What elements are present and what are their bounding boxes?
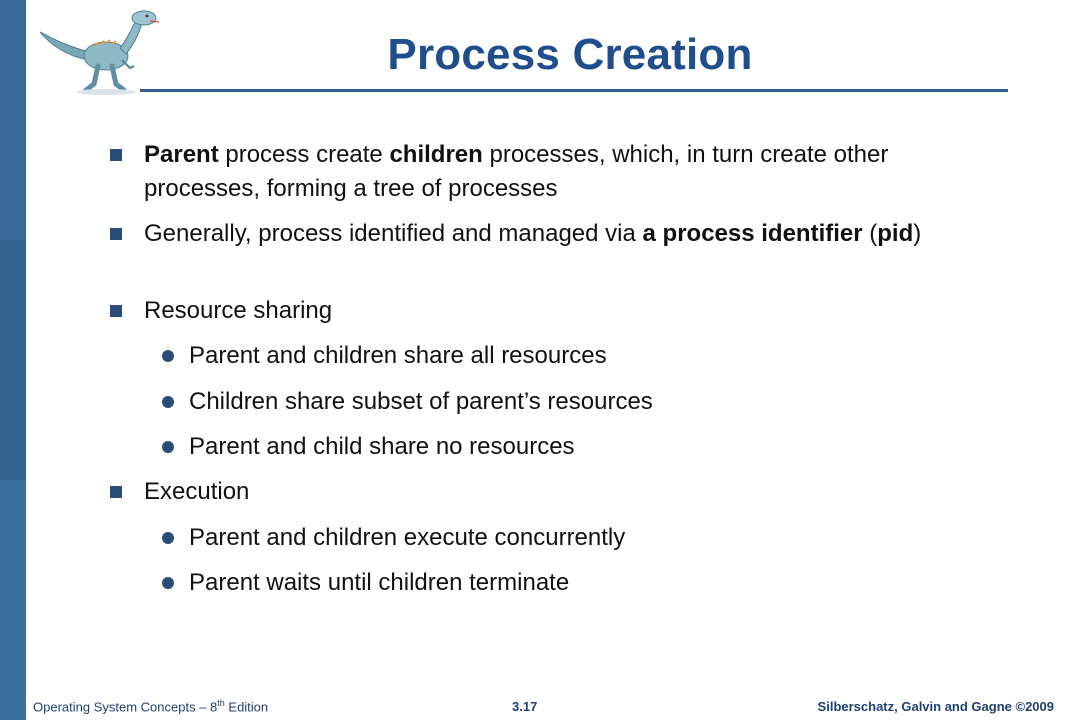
- text-run: Parent waits until children terminate: [189, 569, 570, 596]
- bullet-text: [144, 294, 1004, 328]
- text-run: Parent and children execute concurrently: [189, 524, 626, 551]
- text-run: Execution: [144, 478, 250, 505]
- bullet-text: [189, 521, 1009, 555]
- footer-authors: Silberschatz, Galvin and Gagne ©2009: [817, 699, 1054, 714]
- slide-title: Process Creation: [387, 30, 753, 79]
- round-bullet-icon: [162, 441, 174, 453]
- bold-term: children: [389, 141, 483, 168]
- bullet-text: [144, 138, 1004, 206]
- bullet-text: [189, 430, 1009, 464]
- square-bullet-icon: [110, 486, 122, 498]
- text-run: Children share subset of parent’s resources: [189, 388, 653, 415]
- bold-term: pid: [877, 220, 914, 247]
- title-underline: [140, 89, 1008, 92]
- text-run: Parent and children share all resources: [189, 342, 607, 369]
- bold-term: Parent: [144, 141, 219, 168]
- bullet-text: [189, 385, 1009, 419]
- text-run: (: [862, 220, 878, 247]
- bullet-text: [189, 566, 1009, 600]
- round-bullet-icon: [162, 532, 174, 544]
- left-bar-band: [0, 240, 26, 480]
- footer-page-number: 3.17: [512, 699, 538, 714]
- bold-term: a process identifier: [642, 220, 863, 247]
- square-bullet-icon: [110, 149, 122, 161]
- round-bullet-icon: [162, 350, 174, 362]
- bullet-text: [189, 339, 1009, 373]
- bullet-text: [144, 475, 1004, 509]
- text-run: process create: [218, 141, 390, 168]
- text-run: processes, which, in turn create other processes, forming a tree of processes: [144, 141, 889, 202]
- text-run: ): [913, 220, 922, 247]
- text-run: Resource sharing: [144, 297, 333, 324]
- left-bar-band: [0, 480, 26, 720]
- left-bar-band: [0, 0, 26, 240]
- round-bullet-icon: [162, 396, 174, 408]
- square-bullet-icon: [110, 228, 122, 240]
- text-run: Generally, process identified and managed via: [144, 220, 643, 247]
- dinosaur-logo-icon: [36, 4, 162, 96]
- round-bullet-icon: [162, 577, 174, 589]
- square-bullet-icon: [110, 305, 122, 317]
- bullet-text: [144, 217, 1004, 251]
- left-accent-bar: [0, 0, 26, 720]
- text-run: Parent and child share no resources: [189, 433, 575, 460]
- footer-book-title: Operating System Concepts – 8th Edition: [33, 697, 269, 714]
